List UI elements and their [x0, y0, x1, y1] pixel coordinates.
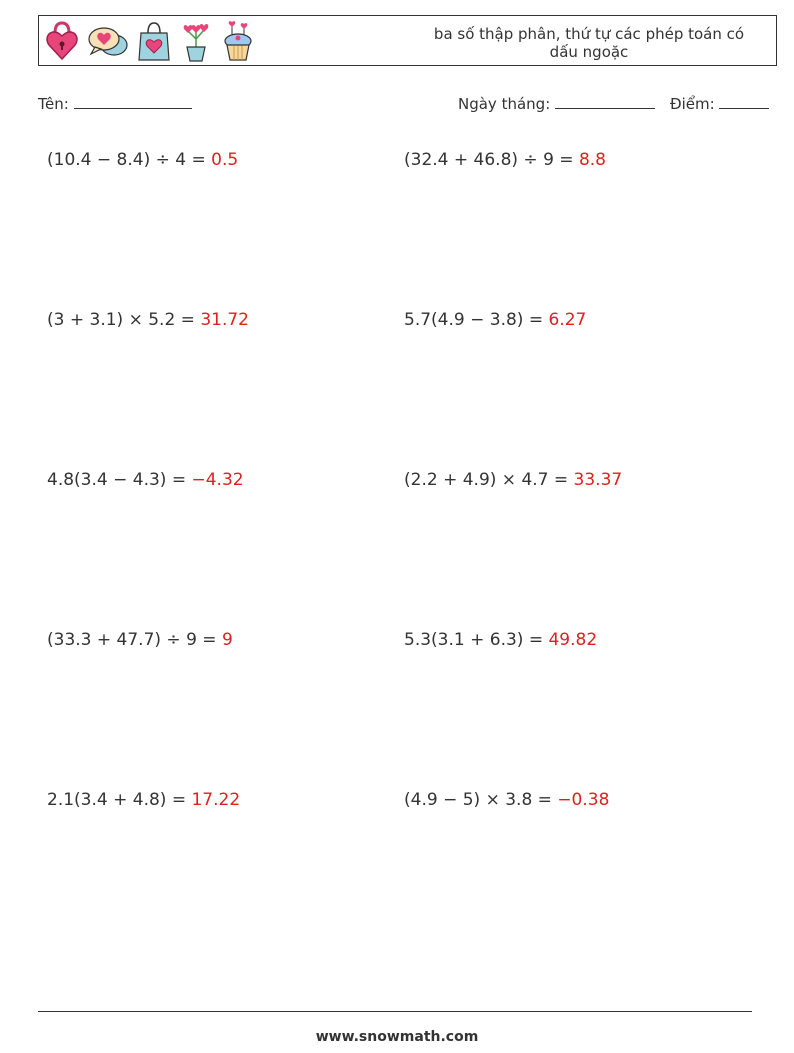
- problem-question: (3 + 3.1) × 5.2 =: [47, 310, 201, 330]
- problem-9: [47, 790, 240, 810]
- problem-question: 5.7(4.9 − 3.8) =: [404, 310, 549, 330]
- score-label: Điểm:: [670, 95, 715, 113]
- shopping-bag-icon: [137, 19, 171, 63]
- problem-question: (32.4 + 46.8) ÷ 9 =: [404, 150, 579, 170]
- problem-8: [404, 630, 597, 650]
- problem-answer: 0.5: [211, 150, 239, 170]
- flower-pot-icon: [179, 19, 213, 63]
- problem-answer: 17.22: [191, 790, 241, 810]
- problem-question: 5.3(3.1 + 6.3) =: [404, 630, 549, 650]
- date-field: [458, 94, 655, 113]
- problem-answer: 8.8: [578, 150, 606, 170]
- problem-6: [404, 470, 622, 490]
- footer-divider: [38, 1011, 752, 1012]
- name-blank: [74, 94, 192, 109]
- score-blank: [719, 94, 769, 109]
- header-icons: [45, 19, 255, 63]
- speech-bubbles-icon: [87, 19, 129, 63]
- cupcake-icon: [221, 19, 255, 63]
- problem-question: 2.1(3.4 + 4.8) =: [47, 790, 192, 810]
- name-field: [38, 94, 192, 113]
- name-label: Tên:: [38, 95, 69, 113]
- problem-answer: −4.32: [191, 470, 244, 490]
- score-field: [670, 94, 769, 113]
- problem-1: [47, 150, 238, 170]
- problem-question: 4.8(3.4 − 4.3) =: [47, 470, 192, 490]
- heart-lock-icon: [45, 19, 79, 63]
- worksheet-header: [38, 15, 777, 66]
- problem-7: [47, 630, 233, 650]
- problem-answer: 31.72: [200, 310, 249, 330]
- problem-10: [404, 790, 609, 810]
- problem-5: [47, 470, 244, 490]
- title-line-1: ba số thập phân, thứ tự các phép toán có: [433, 25, 745, 43]
- problem-question: (4.9 − 5) × 3.8 =: [404, 790, 558, 810]
- problem-answer: 9: [221, 630, 233, 650]
- date-label: Ngày tháng:: [458, 95, 551, 113]
- title-line-2: dấu ngoặc: [549, 43, 629, 61]
- worksheet-title: [419, 25, 759, 61]
- problem-question: (10.4 − 8.4) ÷ 4 =: [47, 150, 212, 170]
- footer-url[interactable]: www.snowmath.com: [315, 1029, 479, 1045]
- problem-answer: 6.27: [548, 310, 587, 330]
- problem-question: (33.3 + 47.7) ÷ 9 =: [47, 630, 222, 650]
- problem-answer: 49.82: [548, 630, 598, 650]
- problem-question: (2.2 + 4.9) × 4.7 =: [404, 470, 574, 490]
- problem-4: [404, 310, 586, 330]
- problem-answer: 33.37: [573, 470, 623, 490]
- problem-2: [404, 150, 606, 170]
- date-blank: [555, 94, 655, 109]
- problem-answer: −0.38: [557, 790, 610, 810]
- problem-3: [47, 310, 249, 330]
